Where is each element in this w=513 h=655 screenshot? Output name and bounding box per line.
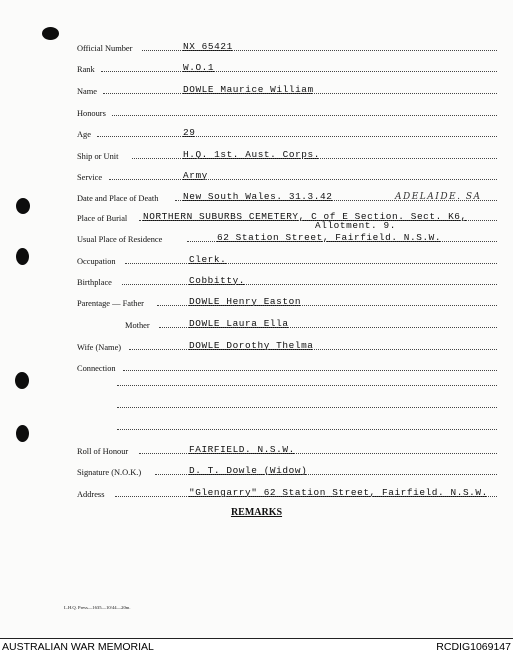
field-value: Clerk. bbox=[189, 254, 227, 265]
field-label: Honours bbox=[77, 109, 106, 118]
field-signature bbox=[77, 462, 497, 478]
field-label: Address bbox=[77, 490, 105, 499]
field-label: Wife (Name) bbox=[77, 343, 122, 352]
field-value: 29 bbox=[183, 127, 196, 138]
field-father bbox=[77, 293, 497, 309]
field-honours bbox=[77, 103, 497, 119]
field-roll-of-honour bbox=[77, 441, 497, 457]
printer-imprint: L.H.Q. Press—1635—10/44—20m. bbox=[64, 605, 131, 610]
field-value: W.O.1 bbox=[183, 62, 215, 73]
field-value: NX 65421 bbox=[183, 41, 233, 52]
field-mother bbox=[125, 315, 497, 331]
field-official-number bbox=[77, 38, 497, 54]
field-label: Ship or Unit bbox=[77, 152, 119, 161]
field-label: Usual Place of Residence bbox=[77, 235, 163, 244]
field-value: DOWLE Dorothy Thelma bbox=[189, 340, 314, 351]
field-label: Birthplace bbox=[77, 278, 112, 287]
field-label: Name bbox=[77, 87, 97, 96]
field-label: Place of Burial bbox=[77, 214, 128, 223]
field-label: Connection bbox=[77, 364, 116, 373]
field-date-place-of-death bbox=[77, 188, 497, 204]
field-occupation bbox=[77, 251, 497, 267]
field-label: Age bbox=[77, 130, 91, 139]
dotted-line bbox=[123, 369, 497, 371]
field-value: Army bbox=[183, 170, 208, 181]
field-value: D. T. Dowle (Widow) bbox=[189, 465, 308, 476]
field-label: Date and Place of Death bbox=[77, 194, 159, 203]
field-label: Parentage — Father bbox=[77, 299, 144, 308]
field-connection bbox=[77, 358, 497, 374]
field-value: DOWLE Maurice William bbox=[183, 84, 314, 95]
dotted-line bbox=[125, 262, 497, 264]
field-ship-or-unit bbox=[77, 146, 497, 162]
field-label: Rank bbox=[77, 65, 95, 74]
field-value: NORTHERN SUBURBS CEMETERY, C of E Section. Sect. K6, bbox=[143, 211, 467, 222]
field-wife bbox=[77, 337, 497, 353]
burial-allotment: Allotment. 9. bbox=[315, 220, 396, 231]
field-label: Service bbox=[77, 173, 103, 182]
punch-hole bbox=[42, 27, 59, 40]
field-label: Occupation bbox=[77, 257, 116, 266]
field-age bbox=[77, 124, 497, 140]
field-label: Official Number bbox=[77, 44, 133, 53]
punch-hole bbox=[16, 198, 30, 214]
punch-hole bbox=[16, 425, 29, 442]
blank-line bbox=[117, 428, 497, 430]
dotted-line bbox=[101, 70, 497, 72]
punch-hole bbox=[15, 372, 29, 389]
punch-hole bbox=[16, 248, 29, 265]
field-label: Mother bbox=[125, 321, 150, 330]
field-value: 62 Station Street, Fairfield. N.S.W. bbox=[217, 232, 442, 243]
field-place-of-burial bbox=[77, 208, 497, 224]
field-value: DOWLE Laura Ella bbox=[189, 318, 289, 329]
blank-line bbox=[117, 406, 497, 408]
field-rank bbox=[77, 59, 497, 75]
field-service bbox=[77, 167, 497, 183]
field-label: Signature (N.O.K.) bbox=[77, 468, 142, 477]
dotted-line bbox=[97, 135, 497, 137]
dotted-line bbox=[112, 114, 497, 116]
field-value: H.Q. 1st. Aust. Corps. bbox=[183, 149, 320, 160]
handwritten-note: ADELAIDE. SA bbox=[395, 192, 482, 202]
field-value: Cobbitty. bbox=[189, 275, 246, 286]
remarks-heading: REMARKS bbox=[230, 507, 283, 518]
archive-footer bbox=[0, 638, 513, 655]
field-value: DOWLE Henry Easton bbox=[189, 296, 302, 307]
field-usual-residence bbox=[77, 229, 497, 245]
dotted-line bbox=[122, 283, 497, 285]
dotted-line bbox=[109, 178, 497, 180]
field-value: New South Wales. 31.3.42 bbox=[183, 191, 333, 202]
field-birthplace bbox=[77, 272, 497, 288]
field-name bbox=[77, 81, 497, 97]
field-value: FAIRFIELD. N.S.W. bbox=[189, 444, 295, 455]
footer-source: AUSTRALIAN WAR MEMORIAL bbox=[2, 641, 154, 653]
field-address bbox=[77, 484, 497, 500]
footer-record-id: RCDIG1069147 bbox=[436, 641, 511, 653]
blank-line bbox=[117, 384, 497, 386]
field-label: Roll of Honour bbox=[77, 447, 129, 456]
field-value: "Glengarry" 62 Station Street, Fairfield. N.S.W. bbox=[189, 487, 488, 498]
